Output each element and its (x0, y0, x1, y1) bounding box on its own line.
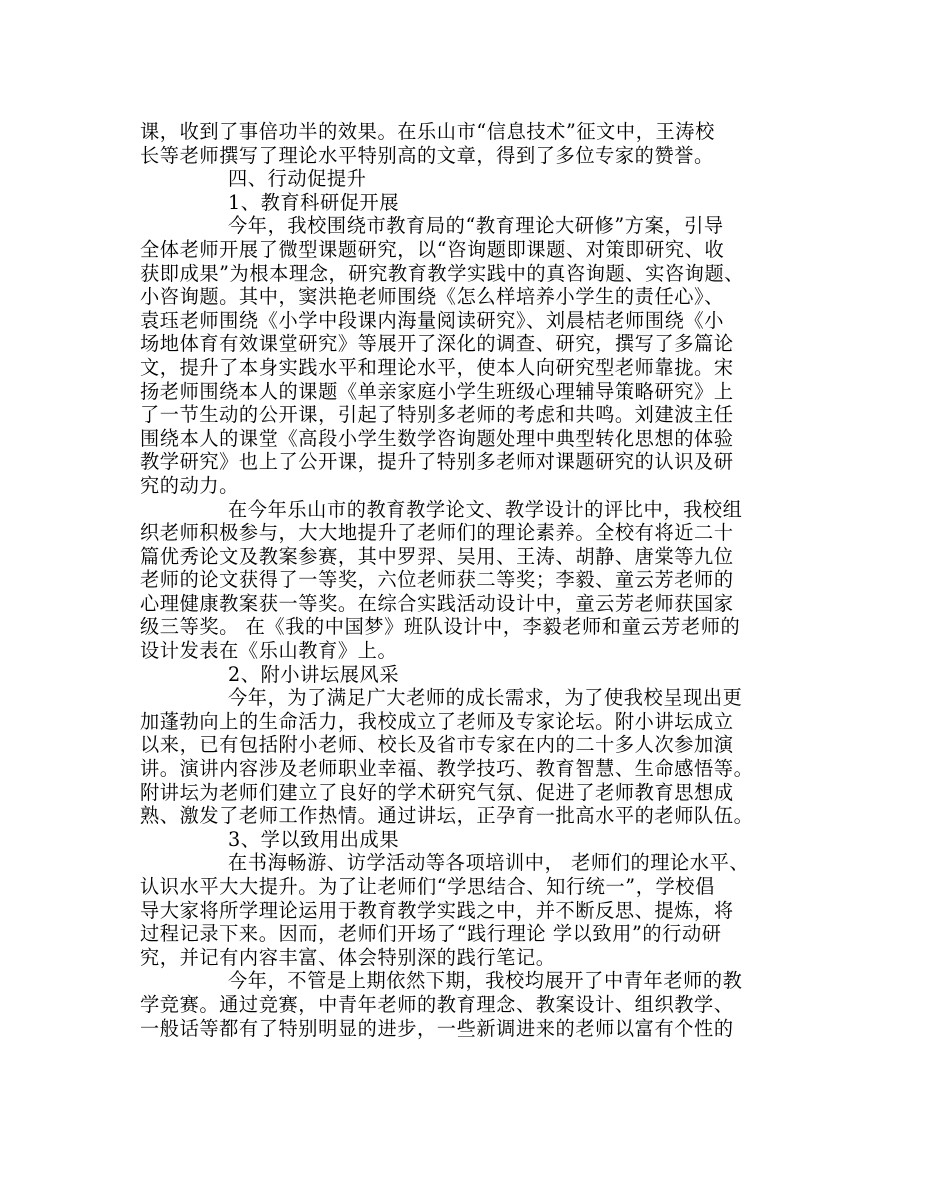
text-line: 课，收到了事倍功半的效果。在乐山市“信息技术”征文中，王涛校 (140, 120, 715, 143)
text-line: 认识水平大大提升。为了让老师们“学思结合、知行统一”，学校倡 (140, 875, 715, 898)
text-line: 究，并记有内容丰富、体会特别深的践行笔记。 (140, 945, 556, 969)
text-line: 教学研究》也上了公开课，提升了特别多老师对课题研究的认识及研 (140, 450, 734, 474)
text-line: 心理健康教案获一等奖。在综合实践活动设计中，童云芳老师获国家 (140, 591, 734, 615)
text-line: 全体老师开展了微型课题研究，以“咨询题即课题、对策即研究、收 (140, 237, 725, 261)
text-line: 过程记录下来。因而，老师们开场了“践行理论 学以致用”的行动研 (140, 922, 722, 946)
text-line: 文，提升了本身实践水平和理论水平，使本人向研究型老师靠拢。宋 (140, 355, 734, 379)
document-page (140, 120, 808, 1040)
text-line: 今年，不管是上期依然下期，我校均展开了中青年老师的教 (228, 969, 743, 993)
text-line: 老师的论文获得了一等奖，六位老师获二等奖；李毅、童云芳老师的 (140, 568, 734, 592)
text-line: 围绕本人的课堂《高段小学生数学咨询题处理中典型转化思想的体验 (140, 426, 734, 450)
text-line: 讲。演讲内容涉及老师职业幸福、教学技巧、教育智慧、生命感悟等。 (140, 757, 754, 781)
text-line: 以来，已有包括附小老师、校长及省市专家在内的二十多人次参加演 (140, 733, 734, 757)
subsection-heading: 2、附小讲坛展风采 (228, 662, 400, 686)
text-line: 今年，为了满足广大老师的成长需求，为了使我校呈现出更 (228, 686, 743, 710)
text-line: 场地体育有效课堂研究》等展开了深化的调查、研究，撰写了多篇论 (140, 332, 734, 356)
text-line: 今年，我校围绕市教育局的“教育理论大研修”方案，引导 (228, 214, 724, 238)
text-line: 在书海畅游、访学活动等各项培训中， 老师们的理论水平、 (228, 851, 750, 875)
text-line: 小咨询题。其中，窦洪艳老师围绕《怎么样培养小学生的责任心》、 (140, 285, 725, 309)
text-line: 织老师积极参与，大大地提升了老师们的理论素养。全校有将近二十 (140, 521, 734, 545)
text-line: 了一节生动的公开课，引起了特别多老师的考虑和共鸣。刘建波主任 (140, 403, 734, 427)
text-line: 在今年乐山市的教育教学论文、教学设计的评比中，我校组 (228, 497, 743, 521)
text-line: 长等老师撰写了理论水平特别高的文章，得到了多位专家的赞誉。 (140, 143, 714, 167)
text-line: 附讲坛为老师们建立了良好的学术研究气氛、促进了老师教育思想成 (140, 780, 734, 804)
text-line: 导大家将所学理论运用于教育教学实践之中，并不断反思、提炼，将 (140, 898, 734, 922)
text-line: 篇优秀论文及教案参赛，其中罗羿、吴用、王涛、胡静、唐棠等九位 (140, 544, 734, 568)
text-line: 究的动力。 (140, 473, 239, 497)
text-line: 加蓬勃向上的生命活力，我校成立了老师及专家论坛。附小讲坛成立 (140, 709, 734, 733)
text-line: 一般话等都有了特别明显的进步，一些新调进来的老师以富有个性的 (140, 1016, 734, 1040)
text-line: 扬老师围绕本人的课题《单亲家庭小学生班级心理辅导策略研究》上 (140, 379, 734, 403)
text-line: 袁珏老师围绕《小学中段课内海量阅读研究》、刘晨桔老师围绕《小 (140, 308, 725, 332)
text-line: 设计发表在《乐山教育》上。 (140, 639, 398, 663)
section-heading: 四、行动促提升 (228, 167, 367, 191)
subsection-heading: 1、教育科研促开展 (228, 190, 400, 214)
text-line: 获即成果”为根本理念，研究教育教学实践中的真咨询题、实咨询题、 (140, 261, 745, 285)
text-line: 学竞赛。通过竞赛，中青年老师的教育理念、教案设计、组织教学、 (140, 992, 734, 1016)
text-line: 熟、激发了老师工作热情。通过讲坛，正孕育一批高水平的老师队伍。 (140, 804, 754, 828)
text-line: 级三等奖。 在《我的中国梦》班队设计中，李毅老师和童云芳老师的 (140, 615, 741, 639)
subsection-heading: 3、学以致用出成果 (228, 827, 400, 851)
